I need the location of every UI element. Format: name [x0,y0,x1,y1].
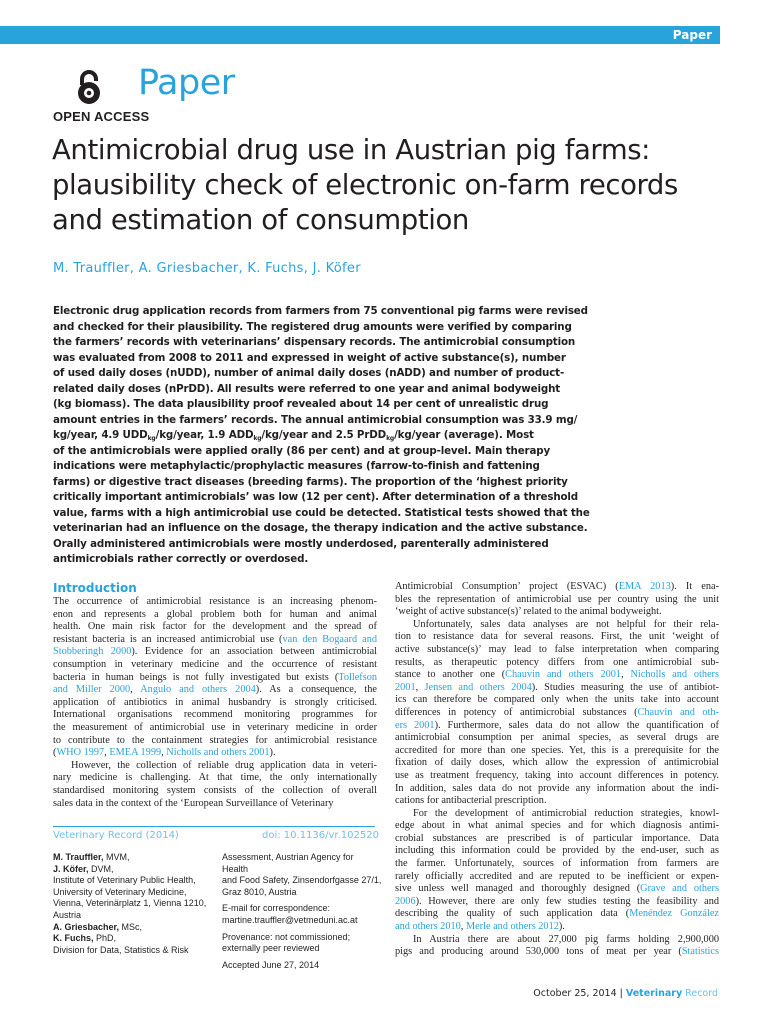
citation-link[interactable]: EMEA 1999 [109,747,162,759]
text-run: , [415,681,425,693]
citation-link[interactable]: and others 2010 [395,921,461,933]
body-text-line [395,732,719,745]
author-name: J. Köfer, [53,863,89,874]
citation-link[interactable]: EMA 2013 [618,581,671,592]
abstract-line: veterinarian had an influence on the dosage, the therapy indication and the active substance. [53,522,588,534]
text-run: ). [269,747,276,759]
note-paragraph [222,852,382,898]
paper-heading: Paper [138,63,235,103]
abstract-line: of used daily doses (nUDD), number of animal daily doses (nADD) and number of product- [53,367,565,379]
citation-link[interactable]: 2006 [395,895,416,907]
text-run: ). Furthermore, sales data do not allow the quantification of [434,719,719,731]
text-run: consumption in veterinary medicine and the occurrence of resistant [53,658,377,670]
open-access-label: OPEN ACCESS [53,109,150,124]
abstract-line: (kg biomass). The data plausibility proof revealed about 14 per cent of unrealistic drug [53,398,549,410]
body-text-line [395,745,719,758]
note-line: and Food Safety, Zinsendorfgasse 27/1, [222,875,382,886]
title-line: plausibility check of electronic on-farm records [52,169,678,201]
author-name: M. Trauffler, [53,852,104,862]
citation-link[interactable]: Statistics [681,946,719,958]
text-run: resistant bacteria is an increased antimicrobial use ( [53,633,283,645]
text-run: International organisations recommend monitoring programmes for [53,709,377,721]
citation-link[interactable]: Chauvin and oth- [637,706,719,718]
text-run: standardised monitoring system consists of the collection of overall [53,784,377,796]
correspondence-notes [222,852,382,976]
footer-journal-word2: Record [682,988,718,999]
body-text-line [395,720,719,733]
title-line: Antimicrobial drug use in Austrian pig farms: [52,134,651,166]
text-run: For the development of antimicrobial reduction strategies, knowl- [413,807,719,819]
body-text-line [53,785,377,798]
text-run: stance to another one ( [395,669,506,681]
page-footer [533,988,718,999]
body-text-line [395,783,719,796]
text-run: including this information could be provided by the end-user, such as [395,845,719,857]
text-run: describing the quality of such application data ( [395,908,630,920]
citation-link[interactable]: Merle and others 2012 [465,921,559,933]
body-text-line [395,606,719,619]
text-run: , [104,747,110,759]
abstract-line: critically important antimicrobials’ was low (12 per cent). After determination of a threshold [53,491,579,503]
body-text-line [53,596,377,609]
affiliation-line [53,887,213,899]
body-text-line [395,858,719,871]
body-text-line [395,757,719,770]
text-run: sales data in the context of the ‘European Surveillance of Veterinary [53,797,334,809]
citation-link[interactable]: Stobberingh 2000 [53,646,132,658]
affiliation-line [53,875,213,887]
text-run: the farmer. Unfortunately, sources of information from farmers are [395,858,719,870]
affiliation-text: University of Veterinary Medicine, [53,886,187,897]
text-run: bacteria in human beings is not fully investigated but exists ( [53,671,339,683]
text-run: to contribute to the containment strategies for antimicrobial resistance [53,734,377,746]
affiliation-line [53,898,213,910]
text-run: ‘weight of active substance(s)’ related to the animal bodyweight. [395,606,662,618]
affiliation-text: Austria [53,909,82,920]
citation-link[interactable]: Grave and others [640,883,719,895]
affiliation-line [53,922,213,934]
article-title [52,133,732,238]
note-line: Accepted June 27, 2014 [222,959,320,970]
text-run: pigs and producing around 530,000 tons of meat per year ( [395,946,682,958]
affiliation-text: Vienna, Veterinärplatz 1, Vienna 1210, [53,898,207,909]
body-text-line [395,795,719,808]
abstract-line: indications were metaphylactic/prophylactic measures (farrow-to-finish and fattening [53,460,540,472]
body-column-left [53,581,377,810]
text-run: , [130,684,141,696]
body-text-line [395,921,719,934]
affiliation-line [53,864,213,876]
body-text-line [395,619,719,632]
text-run: ics can therefore be compared only when the units take into account [395,694,719,706]
body-text-line [53,621,377,634]
body-text-line [53,735,377,748]
text-run: health. One main risk factor for the development and the spread of [53,621,377,633]
text-run: ). Studies measuring the use of antibiot- [531,681,719,693]
body-text-line [395,669,719,682]
text-run: differences in potency of antimicrobial substances ( [395,706,638,718]
body-text-line [395,908,719,921]
body-text-line [395,682,719,695]
divider [53,826,375,827]
abstract-line: Orally administered antimicrobials were mostly underdosed, parenterally administered [53,537,549,550]
text-run: tion to resistance data for several reasons. First, the unit ‘weight of [395,631,719,643]
text-run: crobial substances are prescribed is of particular importance. Data [395,832,719,844]
body-text-line [53,722,377,735]
citation-link[interactable]: WHO 1997 [56,747,105,759]
open-access-lock-icon [73,69,105,105]
citation-link[interactable]: Menéndez González [629,908,719,920]
affiliation-text: MVM, [103,852,130,862]
body-text-line [395,946,719,959]
text-run: edge about in what animal species and for which diagnosis antimi- [395,820,719,832]
citation-link[interactable]: Angulo and others 2004 [140,684,256,696]
body-text-line [395,934,719,947]
text-run: rarely officially accredited and are reputed to be inefficient or expen- [395,870,719,882]
body-text-line [395,896,719,909]
abstract-line: was evaluated from 2008 to 2011 and expressed in weight of active substance(s), number [53,351,566,364]
affiliation-line [53,910,213,922]
note-line: Graz 8010, Austria [222,886,297,897]
author-name: A. Griesbacher, [53,921,120,932]
abstract-line: Electronic drug application records from farmers from 75 conventional pig farms were revised [53,305,588,317]
body-text-line [395,820,719,833]
note-paragraph [222,960,382,972]
body-text-line [395,871,719,884]
text-run: However, the collection of reliable drug application data in veteri- [71,759,377,771]
citation-link[interactable]: Chauvin and others 2001 [505,669,622,681]
citation-link[interactable]: 2001 [395,681,416,693]
text-run: fixation of daily doses, which allow the expression of antimicrobial [395,757,719,769]
text-run: use as treatment frequency, taking into account differences in potency. [395,769,719,781]
citation-link[interactable]: Nicholls and others [630,669,719,681]
citation-link[interactable]: Tollefson [338,671,377,683]
body-text-line [395,694,719,707]
text-run: ). However, there are only few studies testing the feasibility and [415,895,719,907]
abstract-line: farms) or digestive tract diseases (breeding farms). The proportion of the ‘highest priority [53,475,568,488]
body-text-line [53,798,377,811]
footer-date: October 25, 2014 | [533,988,626,999]
affiliation-line [53,945,213,957]
text-run: ). [558,921,565,933]
text-run: , [161,747,167,759]
affiliation-text: Institute of Veterinary Public Health, [53,875,196,886]
citation-link[interactable]: Jensen and others 2004 [424,681,532,693]
text-run: bles the representation of antimicrobial use per country using the unit [395,593,719,605]
abstract-line: antimicrobials rather correctly or overdosed. [53,553,309,565]
section-banner [0,26,720,44]
body-text-line [53,772,377,785]
body-text-line [395,770,719,783]
text-run: active substance(s)’ may lead to false interpretation when comparing [395,643,719,655]
body-text-line [395,594,719,607]
abstract-line: and checked for their plausibility. The registered drug amounts were verified by comparing [53,320,572,333]
text-run: the measurement of antimicrobial use in veterinary medicine in order [53,721,377,733]
body-text-line [53,709,377,722]
abstract-line: of the antimicrobials were applied orally (86 per cent) and at group-level. Main therapy [53,444,551,457]
text-run: In Austria there are about 27,000 pig farms holding 2,900,000 [413,933,719,945]
note-paragraph [222,903,382,926]
note-line: E-mail for correspondence: [222,903,331,914]
body-text-line [53,760,377,773]
text-run: nary medicine is challenging. At that time, the only internationally [53,772,377,784]
affiliation-line [53,852,213,864]
text-run: , [460,921,466,933]
text-run: ). It ena- [670,581,719,592]
text-run: In addition, sales data do not provide any information about the indi- [395,782,719,794]
text-run: results, as therapeutic potency differs from one antimicrobial sub- [395,656,719,668]
text-run: Antimicrobial Consumption’ project (ESVAC) ( [395,581,619,592]
section-label: Paper [672,28,712,42]
section-heading-introduction: Introduction [53,581,137,595]
body-column-right [395,581,719,959]
abstract-line: kg/year, 4.9 $UDD_{kg}/kg$/year, 1.9 $ADD_{kg}/kg$/year and 2.5 PrDD$_{kg}$/kg/year (average). Most [53,429,534,442]
footer-journal-word1: Veterinary [625,988,683,999]
body-text-line [395,833,719,846]
abstract-line: value, farms with a high antimicrobial use could be detected. Statistical tests showed that the [53,506,590,519]
abstract [53,304,593,568]
author-name: K. Fuchs, [53,933,94,944]
citation-link[interactable]: Nicholls and others 2001 [166,747,270,759]
text-run: cations for antibacterial prescription. [395,795,547,807]
text-run: accredited for more than one species. Yet, this is a prerequisite for the [395,744,719,756]
note-line: martine.trauffler@vetmeduni.ac.at [222,914,358,925]
text-run: ). As a consequence, the [255,684,377,696]
body-text-line [395,581,719,594]
text-run: antimicrobial consumption per animal species, as several drugs are [395,732,719,744]
text-run: ( [53,747,57,759]
body-text-line [53,634,377,647]
note-line: Assessment, Austrian Agency for Health [222,852,354,874]
affiliation-text: Division for Data, Statistics & Risk [53,944,189,955]
note-line: externally peer reviewed [222,943,320,954]
affiliation-line [53,933,213,945]
body-text-line [395,707,719,720]
body-text-line [395,808,719,821]
body-text-line [395,845,719,858]
body-text-line [53,747,377,760]
journal-citation: Veterinary Record (2014) [53,830,179,841]
body-text-line [395,631,719,644]
text-run: enon and represents a global problem both for human and animal [53,608,377,620]
abstract-line: the farmers’ records with veterinarians’ dispensary records. The antimicrobial consumption [53,336,576,348]
text-run: , [621,669,631,681]
body-text-line [395,644,719,657]
body-text-line [53,646,377,659]
citation-link[interactable]: and Miller 2000 [53,684,131,696]
affiliation-text: DVM, [88,863,114,874]
body-text-line [395,657,719,670]
body-text-line [53,697,377,710]
text-run: The occurrence of antimicrobial resistance is an increasing phenom- [53,596,377,607]
title-line: and estimation of consumption [52,204,469,236]
citation-link[interactable]: van den Bogaard and [282,633,377,645]
citation-link[interactable]: ers 2001 [395,719,435,731]
note-paragraph [222,932,382,955]
author-affiliations [53,852,213,956]
text-run: ). Evidence for an association between antimicrobial [131,646,377,658]
text-run: application of antibiotics in animal husbandry is strongly criticised. [53,696,377,708]
body-text-line [53,609,377,622]
body-text-line [53,672,377,685]
body-text-line [53,684,377,697]
text-run: sive unless well managed and thoroughly designed ( [395,883,641,895]
abstract-line: related daily doses (nPrDD). All results were referred to one year and animal bodyweight [53,382,561,395]
author-list: M. Trauffler, A. Griesbacher, K. Fuchs, J. Köfer [53,261,361,276]
note-line: Provenance: not commissioned; [222,931,351,942]
abstract-line: amount entries in the farmers’ records. The annual antimicrobial consumption was 33.9 mg/ [53,413,578,426]
text-run: Unfortunately, sales data analyses are not helpful for their rela- [413,618,719,630]
affiliation-text: MSc, [119,921,143,932]
body-text-line [53,659,377,672]
affiliation-text: PhD, [93,933,117,944]
body-text-line [395,883,719,896]
doi-link[interactable]: doi: 10.1136/vr.102520 [262,830,379,841]
